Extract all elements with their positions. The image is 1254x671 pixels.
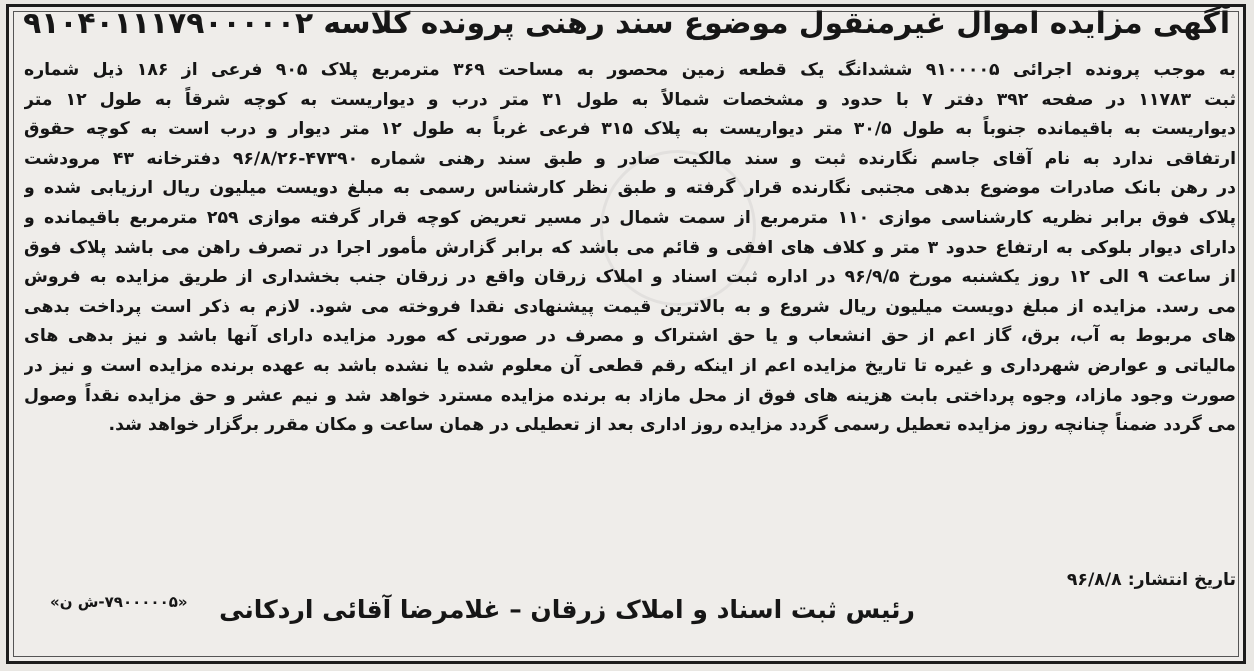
body-line: ثبت ۱۱۷۸۳ در صفحه ۳۹۲ دفتر ۷ با حدود و مشخصات شمالاً به طول ۳۱ متر درب و دیواریست به کوچه شرقاً به طول ۱۲ متر — [24, 89, 1236, 110]
body-line: از ساعت ۹ الی ۱۲ روز یکشنبه مورخ ۹۶/۹/۵ در اداره ثبت اسناد و املاک زرقان واقع در زرقان جنب بخشداری از طریق مزایده به فروش — [24, 267, 1236, 288]
body-line: صورت وجود مازاد، وجوه پرداختی بابت هزینه های فوق از محل مازاد به برنده مزایده مسترد خواهد شد و نیم عشر و حق مزایده نقداً وصول — [24, 385, 1236, 406]
body-line: می گردد ضمناً چنانچه روز مزایده تعطیل رسمی گردد مزایده روز اداری بعد از تعطیلی در همان ساعت و مکان مقرر برگزار خواهد شد. — [108, 415, 1236, 436]
notice-title: آگهی مزایده اموال غیرمنقول موضوع سند رهنی پرونده کلاسه ۹۱۰۴۰۱۱۱۷۹۰۰۰۰۰۲ — [23, 6, 1230, 41]
reference-code: «۷۹۰۰۰۰۰۵-ش ن» — [50, 593, 188, 611]
body-line: های مربوط به آب، برق، گاز اعم از حق انشعاب و یا حق اشتراک و مصرف در صورتی که مورد مزایده دارای آنها باشد و نیز بدهی های — [24, 326, 1236, 347]
body-line: می رسد. مزایده از مبلغ دویست میلیون ریال شروع و به بالاترین قیمت پیشنهادی نقدا فروخته می شود. لازم به ذکر است پرداخت بدهی — [24, 296, 1236, 317]
body-line: به موجب پرونده اجرائی ۹۱۰۰۰۰۵ ششدانگ یک قطعه زمین محصور به مساحت ۳۶۹ مترمربع پلاک ۹۰۵ فرعی از ۱۸۶ ذیل شماره — [24, 60, 1236, 80]
body-line: دیواریست به باقیمانده جنوباً به طول ۳۰/۵ متر دیواریست به پلاک ۳۱۵ فرعی غرباً به طول ۱۲ متر دیوار و درب است به کوچه حقوق — [24, 119, 1236, 140]
body-line: دارای دیوار بلوکی به ارتفاع حدود ۳ متر و کلاف های افقی و قائم می باشد که برابر گزارش مأمور اجرا در تصرف راهن می باشد پلاک فوق — [24, 237, 1236, 258]
body-line: پلاک فوق برابر نظریه کارشناسی موازی ۱۱۰ مترمربع از سمت شمال در مسیر تعریض کوچه قرار گرفته موازی ۲۵۹ مترمربع باقیمانده و — [24, 207, 1236, 228]
body-line: ارتفاقی ندارد به نام آقای جاسم نگارنده ثبت و سند مالکیت صادر و طبق سند رهنی شماره ۴۷۳۹۰-۹۶/۸/۲۶ دفترخانه ۴۳ مرودشت — [24, 148, 1236, 169]
signature-line: رئیس ثبت اسناد و املاک زرقان – غلامرضا آقائی اردکانی — [219, 595, 915, 624]
body-line: در رهن بانک صادرات موضوع بدهی مجتبی نگارنده قرار گرفته و طبق نظر کارشناس رسمی به مبلغ دویست میلیون ریال ارزیابی شده و — [24, 178, 1236, 199]
body-line: مالیاتی و عوارض شهرداری و غیره تا تاریخ مزایده اعم از اینکه رقم قطعی آن معلوم شده یا نشده باشد به عهده برنده مزایده است و نیز در — [24, 355, 1236, 376]
notice-body — [24, 56, 1236, 441]
publish-date: تاریخ انتشار: ۹۶/۸/۸ — [1066, 570, 1236, 590]
